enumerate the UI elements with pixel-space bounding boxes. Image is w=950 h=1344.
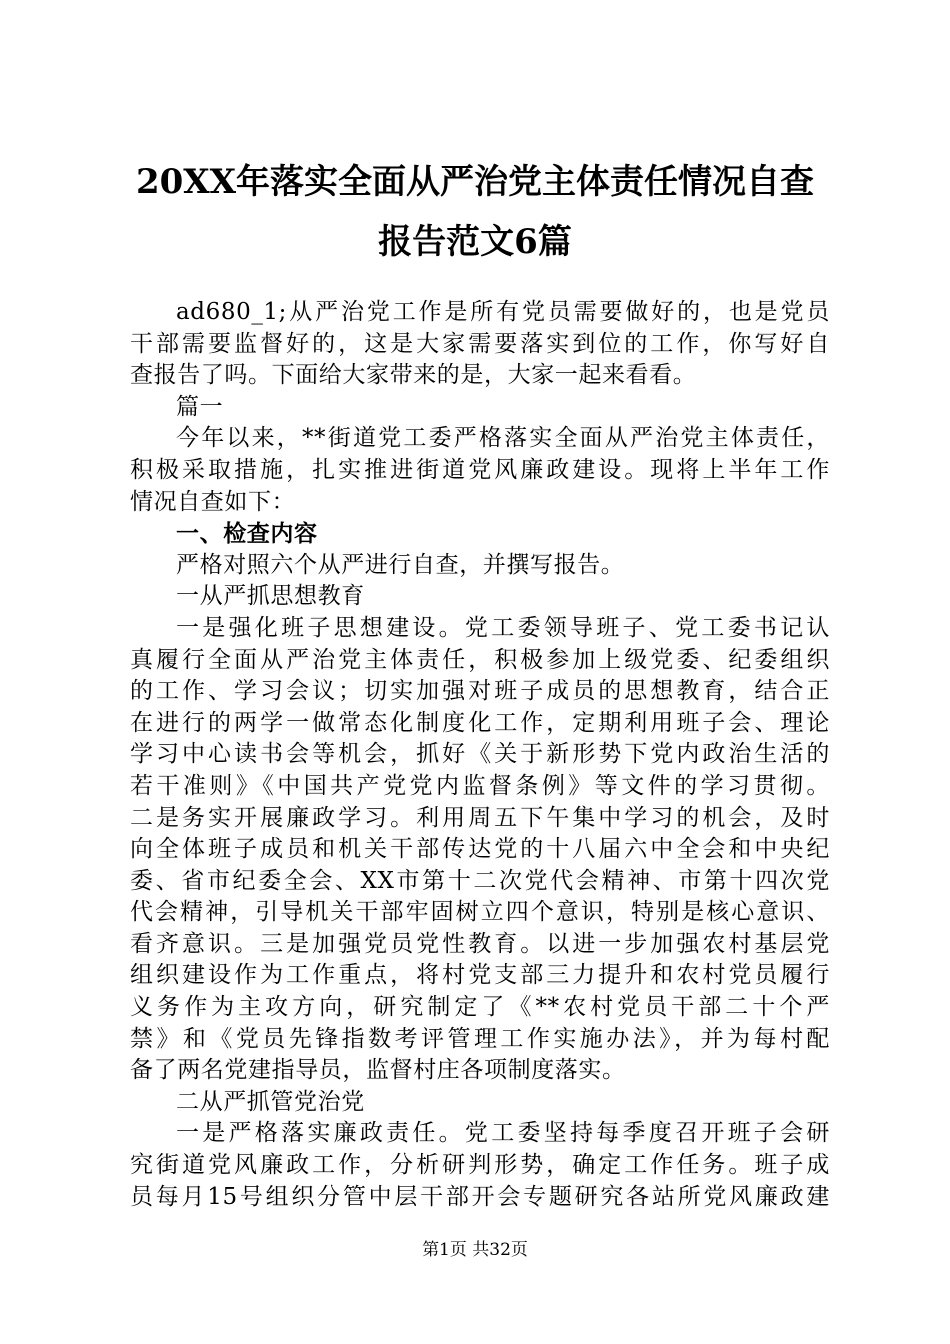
paragraph-line: 看齐意识。三是加强党员党性教育。以进一步加强农村基层党 (130, 930, 830, 957)
paragraph-line: 组织建设作为工作重点，将村党支部三力提升和农村党员履行 (130, 962, 830, 989)
page-footer: 第1页 共32页 (422, 1240, 528, 1260)
paragraph-line: 代会精神，引导机关干部牢固树立四个意识，特别是核心意识、 (130, 899, 830, 926)
document-title-line-2: 报告范文6篇 (378, 222, 572, 262)
paragraph-line: 委、省市纪委全会、XX市第十二次党代会精神、市第十四次党 (130, 867, 830, 894)
paragraph-line: 一是强化班子思想建设。党工委领导班子、党工委书记认 (176, 614, 830, 641)
paragraph-line: 若干准则》《中国共产党党内监督条例》等文件的学习贯彻。 (130, 772, 830, 799)
paragraph-line: 学习中心读书会等机会，抓好《关于新形势下党内政治生活的 (130, 741, 830, 768)
paragraph-line: 究街道党风廉政工作，分析研判形势，确定工作任务。班子成 (130, 1152, 830, 1179)
paragraph-line: 严格对照六个从严进行自查，并撰写报告。 (176, 551, 625, 578)
subsection-heading: 二从严抓管党治党 (176, 1088, 365, 1115)
paragraph-line: ad680_1;从严治党工作是所有党员需要做好的，也是党员 (176, 299, 830, 325)
paragraph-line: 积极采取措施，扎实推进街道党风廉政建设。现将上半年工作 (130, 456, 830, 483)
paragraph-line: 一是严格落实廉政责任。党工委坚持每季度召开班子会研 (176, 1120, 830, 1147)
section-heading: 一、检查内容 (176, 520, 318, 548)
section-label: 篇一 (176, 393, 224, 420)
paragraph-line: 禁》和《党员先锋指数考评管理工作实施办法》，并为每村配 (130, 1025, 830, 1052)
document-title-line-1: 20XX年落实全面从严治党主体责任情况自查 (135, 162, 815, 202)
paragraph-line: 员每月15号组织分管中层干部开会专题研究各站所党风廉政建 (130, 1183, 830, 1210)
paragraph-line: 义务作为主攻方向，研究制定了《**农村党员干部二十个严 (130, 994, 830, 1021)
paragraph-line: 真履行全面从严治党主体责任，积极参加上级党委、纪委组织 (130, 646, 830, 673)
paragraph-line: 查报告了吗。下面给大家带来的是，大家一起来看看。 (130, 362, 697, 389)
paragraph-line: 在进行的两学一做常态化制度化工作，定期利用班子会、理论 (130, 709, 830, 736)
paragraph-line: 今年以来，**街道党工委严格落实全面从严治党主体责任， (176, 425, 830, 452)
subsection-heading: 一从严抓思想教育 (176, 583, 365, 610)
paragraph-line: 的工作、学习会议；切实加强对班子成员的思想教育，结合正 (130, 678, 830, 705)
paragraph-line: 干部需要监督好的，这是大家需要落实到位的工作，你写好自 (130, 330, 830, 357)
paragraph-line: 向全体班子成员和机关干部传达党的十八届六中全会和中央纪 (130, 836, 830, 863)
paragraph-line: 备了两名党建指导员，监督村庄各项制度落实。 (130, 1057, 626, 1084)
paragraph-line: 情况自查如下： (130, 488, 296, 515)
paragraph-line: 二是务实开展廉政学习。利用周五下午集中学习的机会，及时 (130, 804, 830, 831)
document-body (130, 297, 830, 1213)
